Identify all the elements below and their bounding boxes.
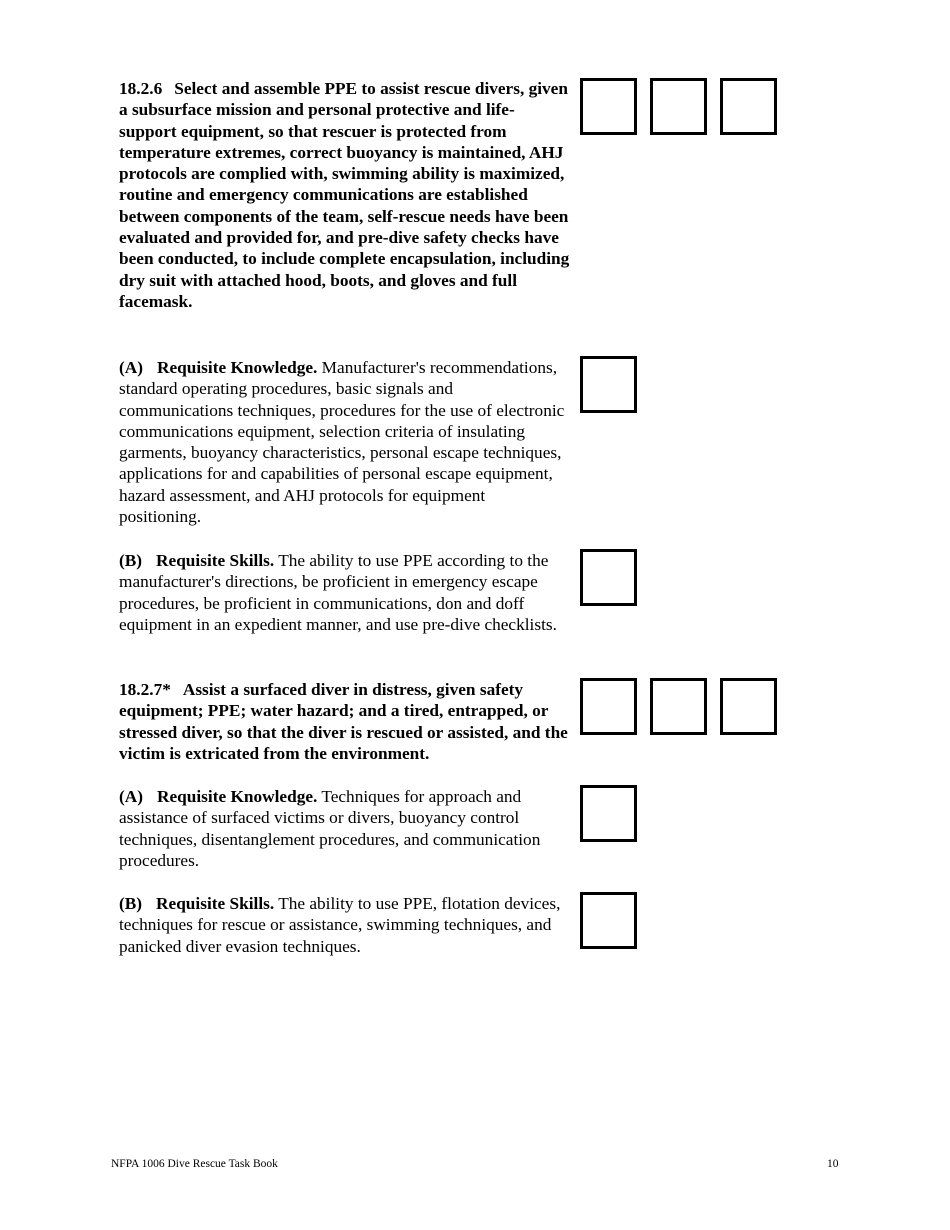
signoff-checkbox[interactable] <box>580 785 637 842</box>
section-18-2-6-knowledge <box>119 357 571 527</box>
section-18-2-7-skills <box>119 893 571 957</box>
section-18-2-6-title <box>119 78 571 312</box>
section-18-2-7-title <box>119 679 571 764</box>
section-18-2-6-skills <box>119 550 571 635</box>
item-heading: Requisite Skills. <box>156 551 275 570</box>
item-text: The ability to use PPE according to the manufacturer's directions, be proficient in emergency escape procedures, be proficient in communications, don and doff equipment in an expedient manner, and use pre-dive checklists. <box>119 551 557 634</box>
signoff-checkbox[interactable] <box>580 678 637 735</box>
item-label: (B) <box>119 551 143 570</box>
footer-document-title: NFPA 1006 Dive Rescue Task Book <box>111 1158 278 1170</box>
item-text: Techniques for approach and assistance of surfaced victims or divers, buoyancy control techniques, disentanglement procedures, and communication procedures. <box>119 787 541 870</box>
signoff-checkbox[interactable] <box>580 549 637 606</box>
item-label: (A) <box>119 787 143 806</box>
section-title-text: Assist a surfaced diver in distress, given safety equipment; PPE; water hazard; and a tired, entrapped, or stressed diver, so that the diver is rescued or assisted, and the victim is extricated from the environment. <box>119 680 568 763</box>
item-text: Manufacturer's recommendations, standard operating procedures, basic signals and communications techniques, procedures for the use of electronic communications equipment, selection criteria of insulating garments, buoyancy characteristics, personal escape techniques, applications for and capabilities of personal escape equipment, hazard assessment, and AHJ protocols for equipment positioning. <box>119 358 565 527</box>
signoff-checkbox[interactable] <box>720 678 777 735</box>
signoff-checkbox[interactable] <box>720 78 777 135</box>
signoff-checkbox[interactable] <box>580 356 637 413</box>
signoff-checkbox[interactable] <box>650 678 707 735</box>
item-text: The ability to use PPE, flotation devices, techniques for rescue or assistance, swimming techniques, and panicked diver evasion techniques. <box>119 894 561 956</box>
item-label: (B) <box>119 894 143 913</box>
signoff-checkbox[interactable] <box>580 892 637 949</box>
item-heading: Requisite Knowledge. <box>157 787 318 806</box>
section-number: 18.2.7* <box>119 680 171 699</box>
signoff-checkbox[interactable] <box>650 78 707 135</box>
item-heading: Requisite Knowledge. <box>157 358 318 377</box>
section-18-2-7-knowledge <box>119 786 571 871</box>
footer-page-number: 10 <box>827 1158 839 1170</box>
section-number: 18.2.6 <box>119 79 163 98</box>
item-heading: Requisite Skills. <box>156 894 275 913</box>
section-title-text: Select and assemble PPE to assist rescue divers, given a subsurface mission and personal protective and life-support equipment, so that rescuer is protected from temperature extremes, correct buoyancy is maintained, AHJ protocols are complied with, swimming ability is maximized, routine and emergency communications are established between components of the team, self-rescue needs have been evaluated and provided for, and pre-dive safety checks have been conducted, to include complete encapsulation, including dry suit with attached hood, boots, and gloves and full facemask. <box>119 79 570 311</box>
signoff-checkbox[interactable] <box>580 78 637 135</box>
item-label: (A) <box>119 358 143 377</box>
